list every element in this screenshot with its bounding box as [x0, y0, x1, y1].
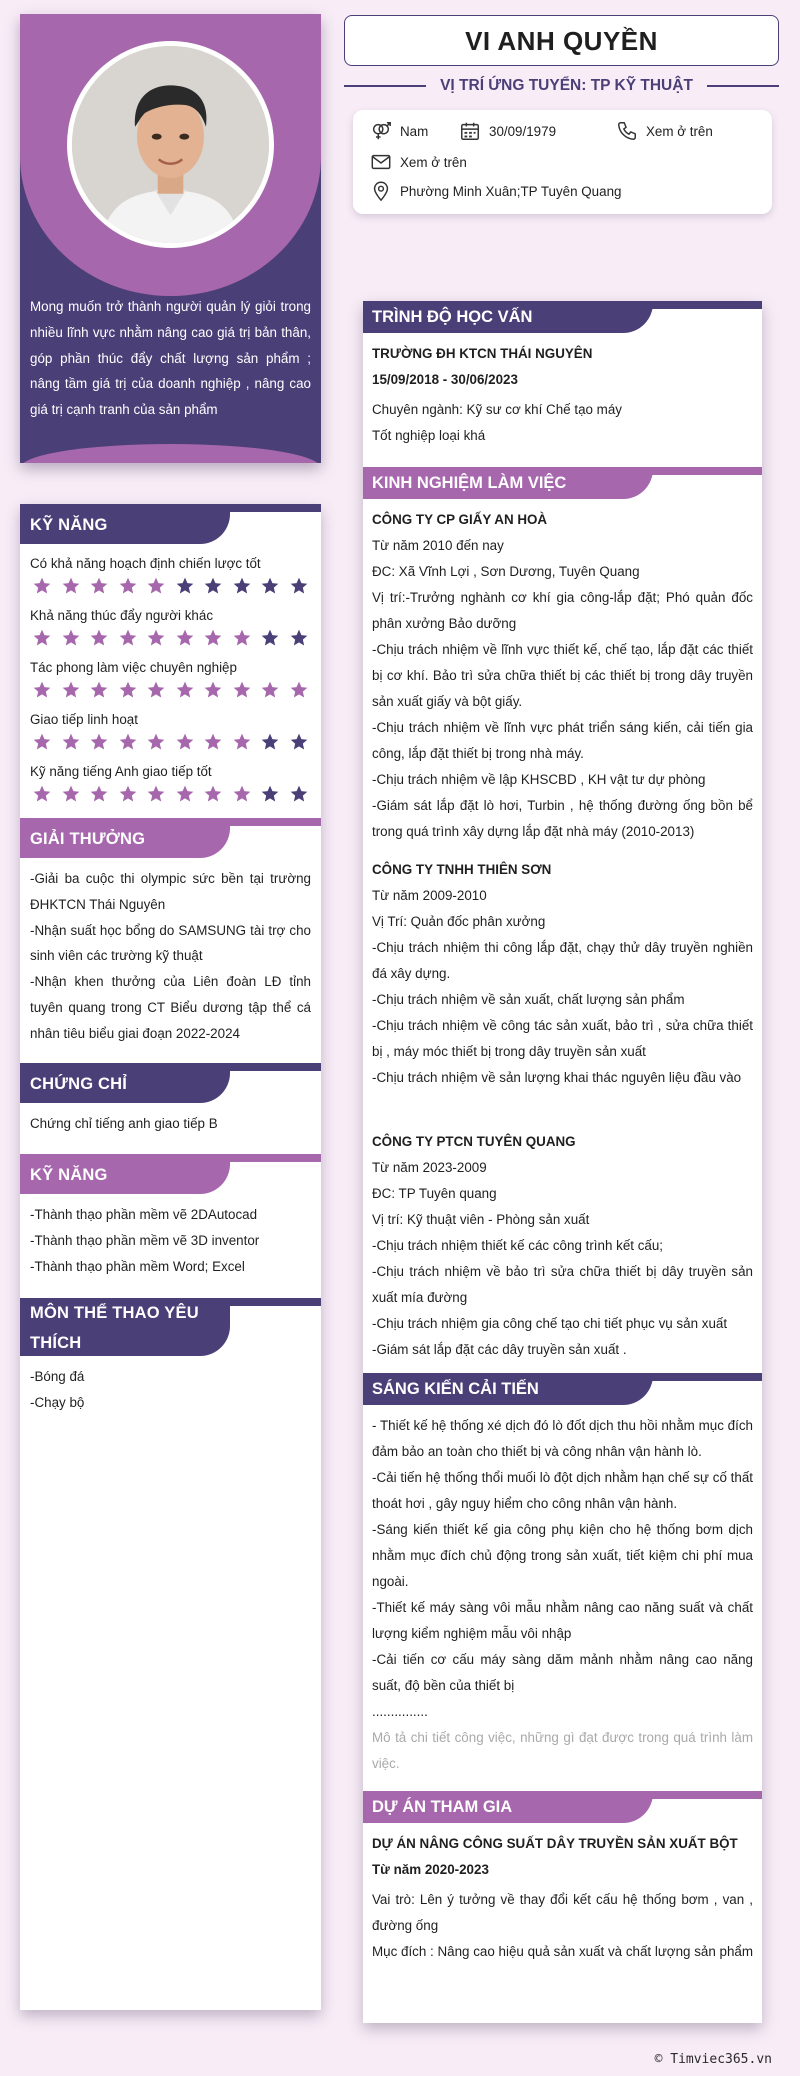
avatar-photo	[72, 46, 269, 243]
awards-header	[20, 818, 321, 858]
skill-item	[30, 554, 311, 600]
star-icon	[118, 680, 138, 700]
star-icon	[175, 732, 195, 752]
skill-rating	[30, 730, 311, 756]
software-skills-header	[20, 1154, 321, 1194]
star-icon	[61, 732, 81, 752]
project-role: Vai trò: Lên ý tưởng về thay đổi kết cấu hệ thống bơm , van , đường ống	[372, 1892, 753, 1933]
star-icon	[32, 628, 52, 648]
star-icon	[203, 628, 223, 648]
star-icon	[175, 628, 195, 648]
award-item: -Nhận khen thưởng của Liên đoàn LĐ tỉnh tuyên quang trong CT Biểu dương tập thể cá nhân tiêu biểu giai đoạn 2022-2024	[30, 974, 311, 1041]
hobby-item: -Chạy bộ	[30, 1394, 85, 1410]
education-grade: Tốt nghiệp loại khá	[372, 428, 486, 443]
star-icon	[32, 784, 52, 804]
experience-section	[363, 499, 762, 1371]
address-info	[370, 180, 621, 202]
star-icon	[232, 732, 252, 752]
star-icon	[146, 576, 166, 596]
email-value: Xem ở trên	[400, 154, 467, 170]
star-icon	[146, 732, 166, 752]
skill-rating	[30, 574, 311, 600]
software-skill-item: -Thành thạo phần mềm Word; Excel	[30, 1258, 245, 1274]
star-icon	[203, 576, 223, 596]
star-icon	[89, 576, 109, 596]
skill-name: Khả năng thúc đẩy người khác	[30, 608, 214, 623]
award-item: -Giải ba cuộc thi olympic sức bền tại trường ĐHKTCN Thái Nguyên	[30, 871, 311, 912]
certificates-title: CHỨNG CHỈ	[30, 1074, 128, 1093]
star-icon	[232, 680, 252, 700]
software-skills-list	[20, 1194, 321, 1287]
company-name: CÔNG TY PTCN TUYÊN QUANG	[372, 1134, 576, 1149]
education-period: 15/09/2018 - 30/06/2023	[372, 372, 518, 387]
left-column	[20, 14, 321, 1410]
school-name: TRƯỜNG ĐH KTCN THÁI NGUYÊN	[372, 346, 593, 361]
job-entry: CÔNG TY TNHH THIÊN SƠN Từ năm 2009-2010 Vị Trí: Quản đốc phân xưởng -Chịu trách nhiệm thi công lắp đặt, chạy thử dây truyền nghiền đá xây dựng. -Chịu trách nhiệm về sản xuất, chất lượng sản phẩm -Chịu trách nhiệm về công tác sản xuất, bảo trì , sửa chữa thiết bị , máy móc thiết bị trong dây truyền sản xuất -Chịu trách nhiệm về sản lượng khai thác nguyên liệu đầu vào	[372, 857, 753, 1091]
award-item: -Nhận suất học bổng do SAMSUNG tài trợ cho sinh viên các trường kỹ thuật	[30, 922, 311, 964]
phone-info	[616, 120, 713, 142]
project-goal: Mục đích : Nâng cao hiệu quả sản xuất và chất lượng sản phẩm	[372, 1944, 754, 1959]
company-name: CÔNG TY CP GIẤY AN HOÀ	[372, 512, 548, 527]
avatar-illustration	[72, 46, 269, 243]
candidate-name: VI ANH QUYỀN	[344, 15, 779, 66]
skill-item	[30, 606, 311, 652]
certificates-list	[20, 1103, 321, 1145]
awards-title: GIẢI THƯỞNG	[30, 830, 146, 848]
gender-value: Nam	[400, 123, 429, 139]
star-icon	[61, 784, 81, 804]
career-objective: Mong muốn trở thành người quản lý giỏi trong nhiều lĩnh vực nhằm nâng cao giá trị bản thân, góp phần thúc đẩy chất lượng sản phẩm ; nâng tầm giá trị của doanh nghiệp , nâng cao giá trị cạnh tranh của sản phẩm	[30, 299, 311, 418]
certificate-item: Chứng chỉ tiếng anh giao tiếp B	[30, 1115, 218, 1131]
applied-position	[344, 75, 779, 97]
software-skill-item: -Thành thạo phần mềm vẽ 3D inventor	[30, 1233, 260, 1249]
star-icon	[260, 732, 280, 752]
education-header	[363, 301, 762, 333]
experience-header	[363, 467, 762, 499]
position-label: VỊ TRÍ ỨNG TUYỂN: TP KỸ THUẬT	[440, 77, 693, 94]
projects-header	[363, 1791, 762, 1823]
hobbies-title: MÔN THỂ THAO YÊU THÍCH	[30, 1303, 199, 1352]
calendar-icon	[459, 120, 481, 142]
star-icon	[203, 680, 223, 700]
education-major: Chuyên ngành: Kỹ sư cơ khí Chế tạo máy	[372, 402, 622, 417]
star-icon	[89, 732, 109, 752]
star-icon	[260, 784, 280, 804]
star-icon	[32, 576, 52, 596]
phone-value: Xem ở trên	[646, 123, 713, 139]
star-icon	[232, 628, 252, 648]
address-value: Phường Minh Xuân;TP Tuyên Quang	[400, 183, 622, 199]
star-icon	[175, 784, 195, 804]
star-icon	[289, 784, 309, 804]
star-icon	[232, 576, 252, 596]
software-skills-title: KỸ NĂNG	[30, 1166, 108, 1185]
star-icon	[118, 732, 138, 752]
initiatives-header	[363, 1373, 762, 1405]
skill-rating	[30, 626, 311, 652]
star-icon	[61, 576, 81, 596]
skill-rating	[30, 782, 311, 808]
star-icon	[260, 628, 280, 648]
education-title: TRÌNH ĐỘ HỌC VẤN	[372, 308, 533, 326]
projects-section	[363, 1823, 762, 1973]
awards-list	[20, 858, 321, 1055]
skills-title: KỸ NĂNG	[30, 516, 108, 534]
watermark: © Timviec365.vn	[654, 2052, 772, 2067]
certificates-header	[20, 1063, 321, 1103]
star-icon	[260, 680, 280, 700]
job-entry: CÔNG TY PTCN TUYÊN QUANG Từ năm 2023-2009 ĐC: TP Tuyên quang Vị trí: Kỹ thuật viên - Phòng sản xuất -Chịu trách nhiệm thiết kế các công trình kết cấu; -Chịu trách nhiệm về bảo trì sửa chữa thiết bị dây truyền sản xuất mía đường -Chịu trách nhiệm gia công chế tạo chi tiết phục vụ sản xuất -Giám sát lắp đặt các dây truyền sản xuất .	[372, 1129, 753, 1363]
star-icon	[32, 680, 52, 700]
star-icon	[118, 576, 138, 596]
skill-name: Kỹ năng tiếng Anh giao tiếp tốt	[30, 764, 212, 779]
star-icon	[89, 628, 109, 648]
star-icon	[89, 680, 109, 700]
project-period: Từ năm 2020-2023	[372, 1862, 489, 1877]
star-icon	[289, 576, 309, 596]
job-entry: CÔNG TY CP GIẤY AN HOÀ Từ năm 2010 đến nay ĐC: Xã Vĩnh Lợi , Sơn Dương, Tuyên Quang Vị trí:-Trưởng nghành cơ khí gia công-lắp đặt; Phó quản đốc phân xưởng Bảo dưỡng -Chịu trách nhiệm về lĩnh vực thiết kế, chế tạo, lắp đặt các thiết bị cơ khí. Bảo trì sửa chữa thiết bị các thiết bị trong dây truyền sản xuất giấy và bột giấy. -Chịu trách nhiệm về lĩnh vực phát triển sáng kiến, cải tiến gia công, lắp đặt thiết bị trong nhà máy. -Chịu trách nhiệm về lập KHSCBD , KH vật tư dự phòng -Giám sát lắp đặt lò hơi, Turbin , hệ thống đường ống bồn bể trong quá trình xây dựng lắp đặt nhà máy (2010-2013)	[372, 507, 753, 845]
card-bottom-arc	[20, 444, 321, 463]
description-placeholder: Mô tả chi tiết công việc, những gì đạt được trong quá trình làm việc.	[372, 1730, 753, 1771]
star-icon	[289, 628, 309, 648]
hobbies-list	[20, 1356, 321, 1424]
star-icon	[289, 680, 309, 700]
hobby-item: -Bóng đá	[30, 1368, 85, 1384]
dob-value: 30/09/1979	[489, 123, 557, 139]
email-icon	[370, 151, 392, 173]
star-icon	[203, 732, 223, 752]
skills-list	[20, 544, 321, 816]
projects-title: DỰ ÁN THAM GIA	[372, 1798, 513, 1816]
star-icon	[289, 732, 309, 752]
initiatives-title: SÁNG KIẾN CẢI TIẾN	[372, 1380, 539, 1398]
skill-item	[30, 710, 311, 756]
email-info	[370, 151, 467, 173]
right-panel	[363, 301, 762, 2023]
star-icon	[146, 784, 166, 804]
skill-name: Có khả năng hoạch định chiến lược tốt	[30, 556, 261, 571]
location-icon	[370, 180, 392, 202]
star-icon	[260, 576, 280, 596]
skill-name: Tác phong làm việc chuyên nghiệp	[30, 660, 237, 675]
star-icon	[203, 784, 223, 804]
hobbies-header	[20, 1298, 321, 1356]
star-icon	[175, 576, 195, 596]
skill-rating	[30, 678, 311, 704]
company-name: CÔNG TY TNHH THIÊN SƠN	[372, 862, 552, 877]
education-section	[363, 333, 762, 457]
project-name: DỰ ÁN NÂNG CÔNG SUẤT DÂY TRUYỀN SẢN XUẤT BỘT	[372, 1836, 738, 1851]
star-icon	[232, 784, 252, 804]
gender-info	[370, 120, 428, 142]
skill-item	[30, 658, 311, 704]
star-icon	[146, 628, 166, 648]
dob-info	[459, 120, 556, 142]
skill-item	[30, 762, 311, 808]
star-icon	[175, 680, 195, 700]
star-icon	[32, 732, 52, 752]
left-panel	[20, 504, 321, 2010]
initiatives-section: - Thiết kế hệ thống xé dịch đó lò đốt dịch thu hồi nhằm mục đích đảm bảo an toàn cho thiết bị và công nhân vận hành lò. -Cải tiến hệ thống thổi muối lò đột dịch nhằm hạn chế sự cố thất thoát hơi , gây nguy hiểm cho công nhân vận hành. -Sáng kiến thiết kế gia công phụ kiện cho hệ thống bơm dịch nhằm mục đích chủ động trong sản xuất, tiết kiệm chi phí mua ngoài. -Thiết kế máy sàng vôi mẫu nhằm nâng cao năng suất và chất lượng kiểm nghiệm mẫu vôi nhập -Cải tiến cơ cấu máy sàng dăm mảnh nhằm nâng cao năng suất, độ bền của thiết bị ............... Mô tả chi tiết công việc, những gì đạt được trong quá trình làm việc.	[363, 1405, 762, 1785]
gender-icon	[370, 120, 392, 142]
experience-title: KINH NGHIỆM LÀM VIỆC	[372, 474, 567, 492]
skill-name: Giao tiếp linh hoạt	[30, 712, 138, 727]
star-icon	[118, 628, 138, 648]
star-icon	[61, 680, 81, 700]
profile-card	[20, 14, 321, 463]
star-icon	[89, 784, 109, 804]
skills-header	[20, 504, 321, 544]
star-icon	[118, 784, 138, 804]
star-icon	[61, 628, 81, 648]
star-icon	[146, 680, 166, 700]
software-skill-item: -Thành thạo phần mềm vẽ 2DAutocad	[30, 1207, 258, 1223]
phone-icon	[616, 120, 638, 142]
contact-info	[353, 110, 772, 214]
